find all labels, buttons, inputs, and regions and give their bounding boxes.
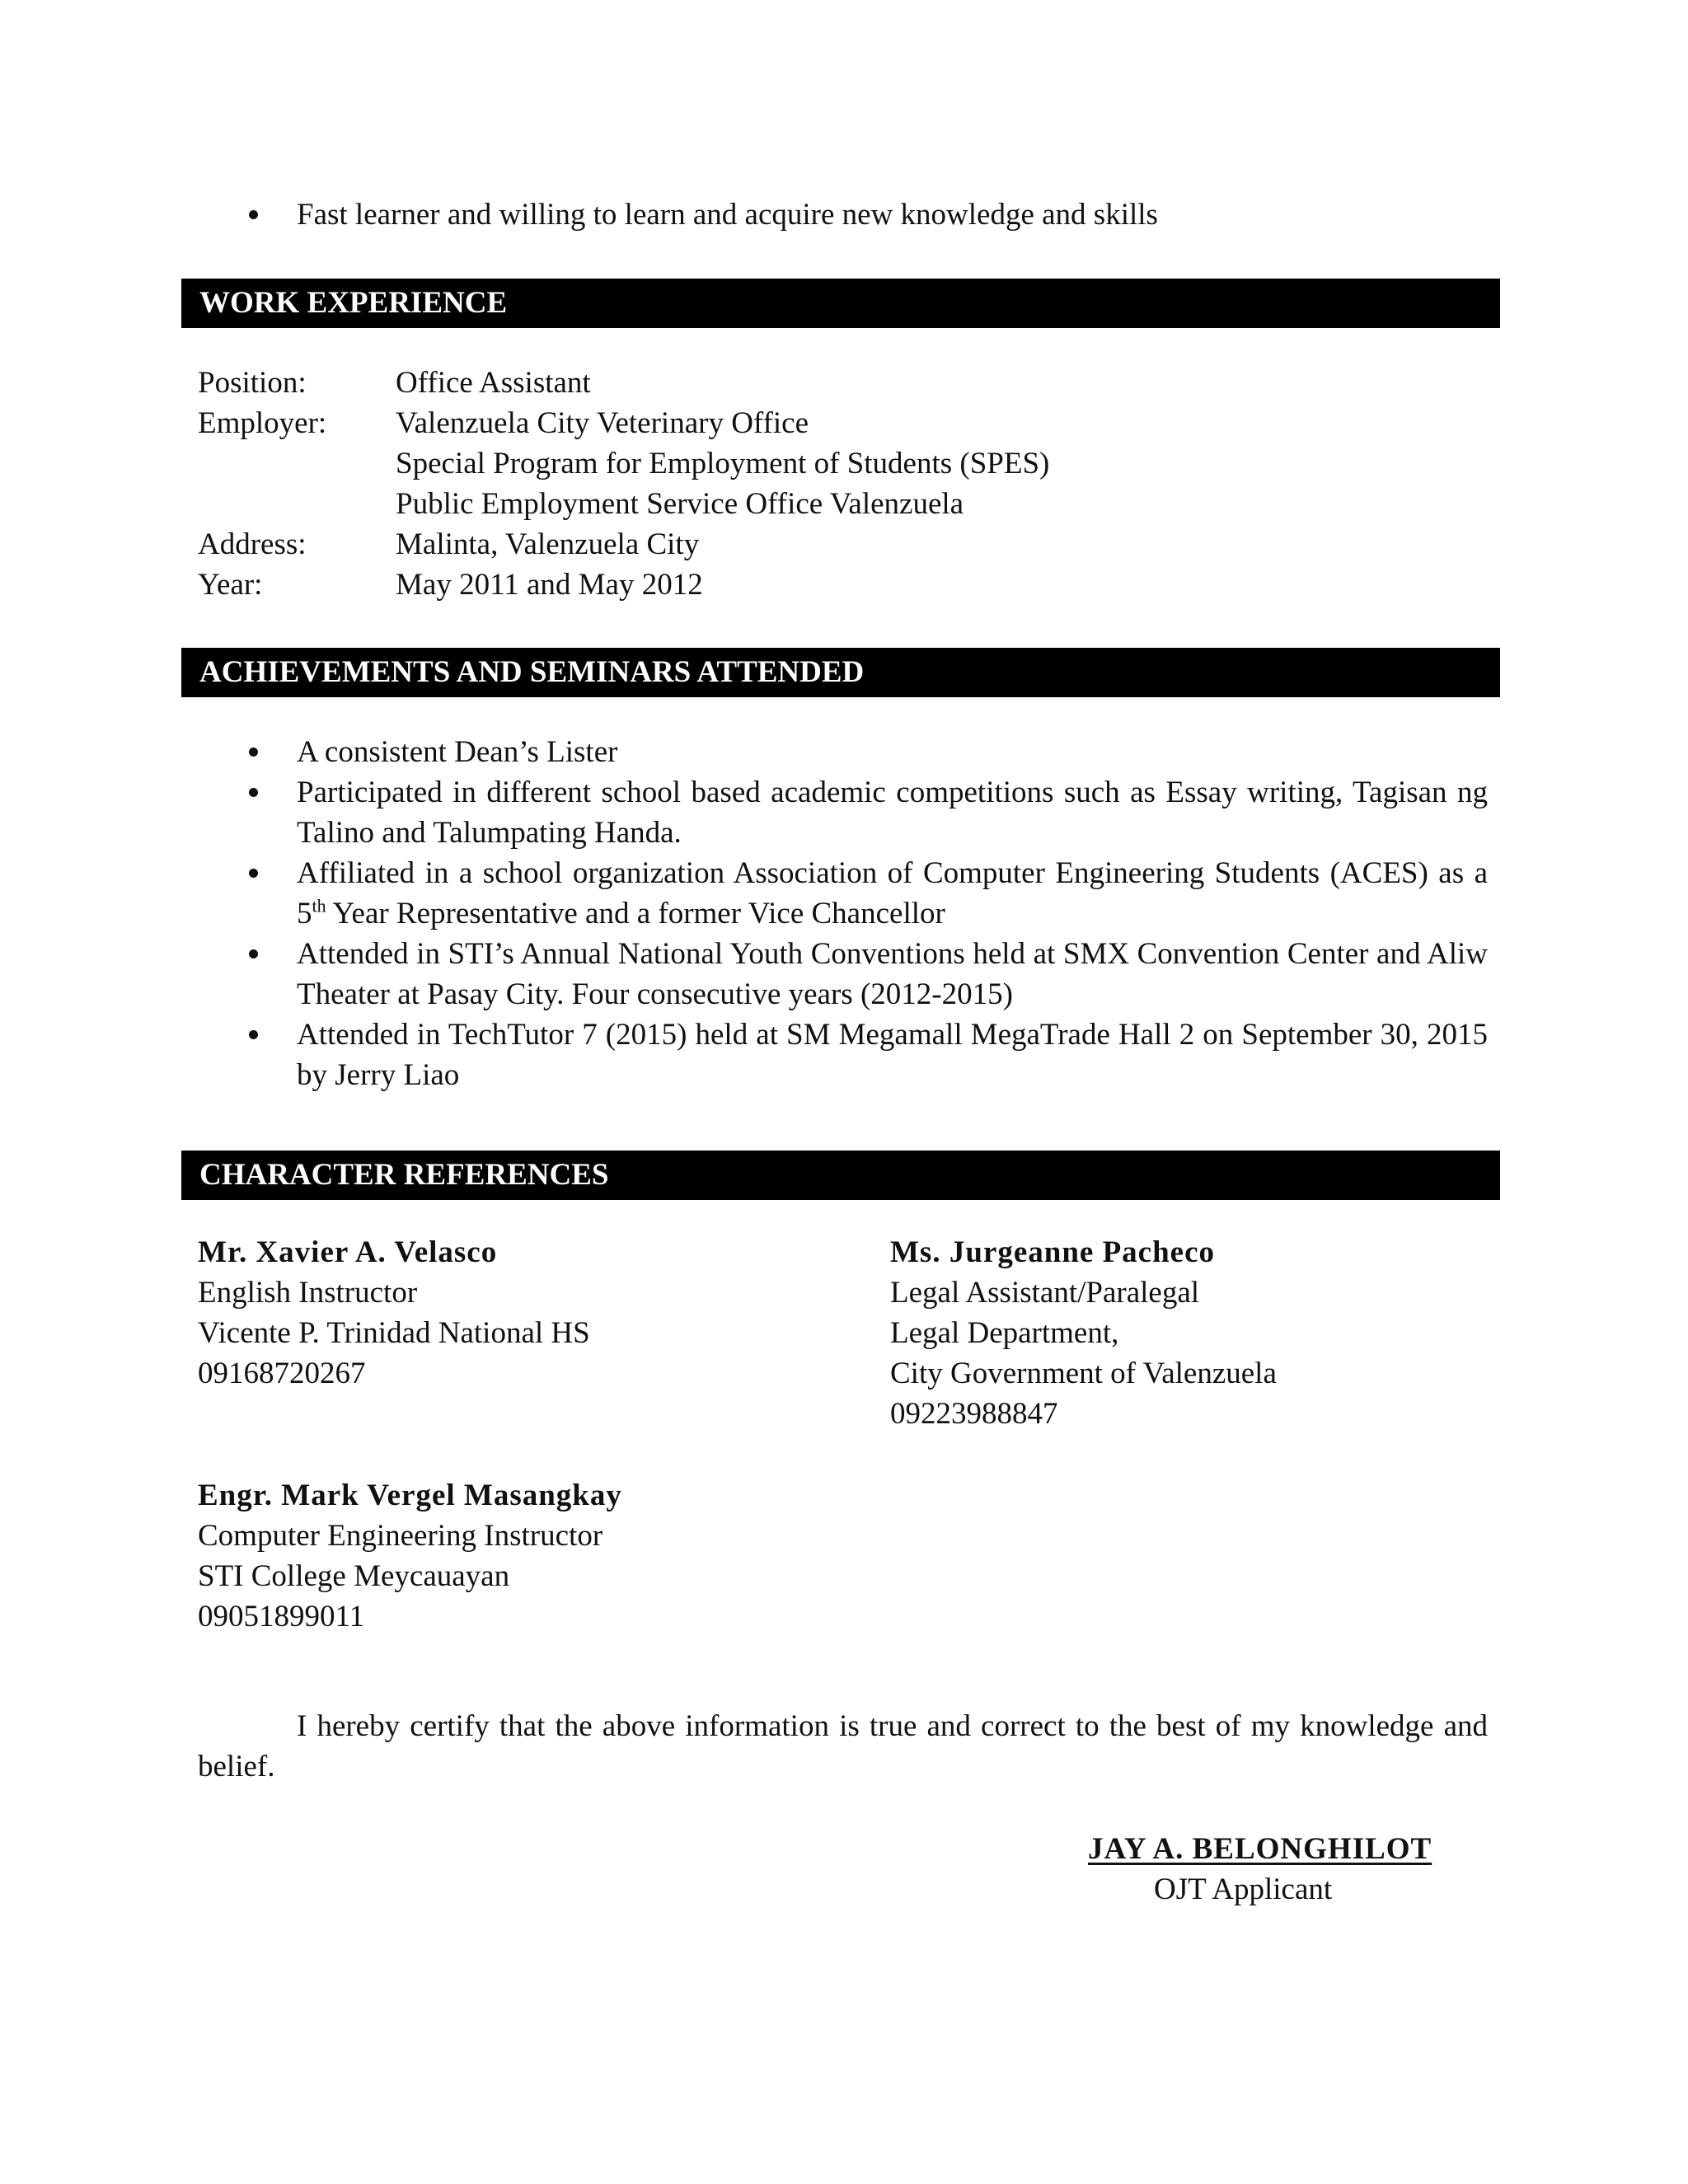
reference-name: Engr. Mark Vergel Masangkay: [198, 1479, 622, 1512]
list-item: Participated in different school based academic competitions such as Essay writing, Tagisan ng Talino and Talumpating Handa.: [198, 772, 1488, 853]
reference-name: Mr. Xavier A. Velasco: [198, 1235, 498, 1269]
work-value: Office Assistant: [396, 366, 591, 400]
certification-statement: I hereby certify that the above information is true and correct to the best of my knowledge and belief.: [198, 1709, 1488, 1783]
work-row-employer-program: [198, 443, 1049, 484]
work-value: May 2011 and May 2012: [396, 568, 703, 602]
list-item: Fast learner and willing to learn and acquire new knowledge and skills: [198, 194, 1488, 235]
achievements-list: [198, 732, 1488, 1095]
reference-line: Vicente P. Trinidad National HS: [198, 1316, 590, 1350]
bullet-icon: [249, 210, 258, 219]
work-label: Address:: [198, 527, 307, 561]
work-label: [198, 484, 396, 524]
applicant-name: JAY A. BELONGHILOT: [1088, 1832, 1432, 1866]
list-item: Attended in STI’s Annual National Youth Conventions held at SMX Convention Center and Aliw Theater at Pasay City. Four consecutive years (2012-2015): [198, 934, 1488, 1015]
reference-line: STI College Meycauayan: [198, 1559, 510, 1593]
work-experience-table: [198, 363, 1049, 605]
reference-line: Legal Department,: [890, 1316, 1119, 1350]
reference-name: Ms. Jurgeanne Pacheco: [890, 1235, 1216, 1269]
reference-line: Legal Assistant/Paralegal: [890, 1276, 1200, 1310]
list-item: A consistent Dean’s Lister: [198, 732, 1488, 772]
applicant-role: OJT Applicant: [1154, 1872, 1333, 1906]
work-label: Employer:: [198, 406, 327, 440]
bullet-icon: [249, 788, 258, 797]
signature-block: [1088, 1829, 1434, 1910]
list-item: Attended in TechTutor 7 (2015) held at SM Megamall MegaTrade Hall 2 on September 30, 2015 by Jerry Liao: [198, 1015, 1488, 1095]
reference-3: [198, 1475, 622, 1637]
reference-phone: 09168720267: [198, 1357, 366, 1390]
achievements-heading: ACHIEVEMENTS AND SEMINARS ATTENDED: [181, 648, 1500, 697]
bullet-icon: [249, 748, 258, 757]
reference-phone: 09051899011: [198, 1600, 365, 1633]
work-label: Year:: [198, 568, 263, 602]
reference-2: [890, 1232, 1277, 1434]
work-value: Special Program for Employment of Students (SPES): [396, 447, 1050, 480]
reference-phone: 09223988847: [890, 1397, 1058, 1431]
character-references-heading: CHARACTER REFERENCES: [181, 1151, 1500, 1200]
reference-line: English Instructor: [198, 1276, 418, 1310]
work-row-address: [198, 524, 1049, 565]
work-value: Malinta, Valenzuela City: [396, 527, 700, 561]
reference-line: Computer Engineering Instructor: [198, 1519, 603, 1553]
bullet-icon: [249, 949, 258, 958]
work-experience-heading: WORK EXPERIENCE: [181, 279, 1500, 328]
work-row-year: [198, 565, 1049, 605]
work-row-employer-office: [198, 484, 1049, 524]
reference-1: [198, 1232, 590, 1394]
skills-list: [198, 194, 1488, 235]
work-row-position: [198, 363, 1049, 403]
ordinal-superscript: th: [312, 895, 326, 916]
work-label: [198, 443, 396, 484]
work-label: Position:: [198, 366, 307, 400]
work-value: Valenzuela City Veterinary Office: [396, 406, 809, 440]
bullet-icon: [249, 869, 258, 878]
work-value: Public Employment Service Office Valenzuela: [396, 487, 964, 521]
work-row-employer: [198, 403, 1049, 443]
bullet-icon: [249, 1030, 258, 1039]
reference-line: City Government of Valenzuela: [890, 1357, 1277, 1390]
list-item: Affiliated in a school organization Association of Computer Engineering Students (ACES) as a 5th Year Representative and a former Vice Chancellor: [198, 853, 1488, 934]
